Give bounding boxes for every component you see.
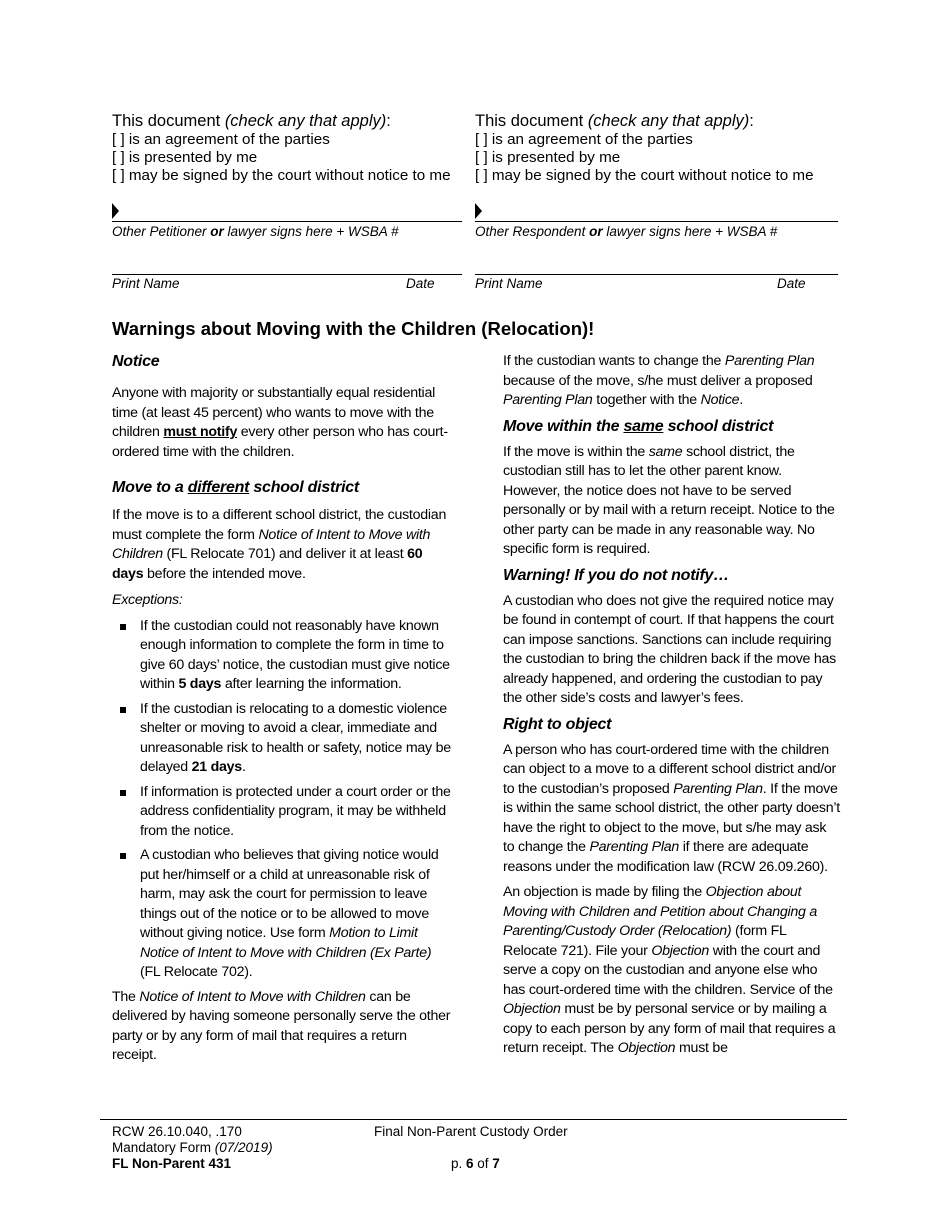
bullet-square-icon bbox=[120, 707, 126, 713]
bullet-square-icon bbox=[120, 624, 126, 630]
footer-mandatory: Mandatory Form (07/2019) bbox=[112, 1140, 273, 1155]
footer-rcw: RCW 26.10.040, .170 bbox=[112, 1124, 242, 1139]
objection-paragraph: An objection is made by filing the Objection about Moving with Children and Petition about Changing a Parenting/Custody Order (Relocation) (form FL Relocate 721). File your Objection with the court and serve a copy on the custodian and anyone else who has court-ordered time with the children. Service of the Objection must be by personal service or by mailing a copy to each person by any form of mail that requires a return receipt. The Objection must be bbox=[503, 884, 836, 1056]
same-district-heading: Move within the same school district bbox=[503, 417, 774, 435]
list-item: If the custodian could not reasonably have known enough information to complete the form in time to give 60 days’ notice, the custodian must give notice within 5 days after learning the information. bbox=[112, 617, 452, 695]
warnings-title: Warnings about Moving with the Children (Relocation)! bbox=[112, 318, 595, 339]
notice-heading: Notice bbox=[112, 353, 160, 370]
print-name-label: Print Name bbox=[112, 276, 180, 291]
footer-doc-title: Final Non-Parent Custody Order bbox=[374, 1124, 568, 1139]
check-option-agreement[interactable]: [ ] is an agreement of the parties bbox=[112, 131, 330, 148]
signature-block-left bbox=[112, 111, 462, 291]
signature-line[interactable] bbox=[475, 221, 838, 222]
check-option-no-notice[interactable]: [ ] may be signed by the court without notice to me bbox=[475, 167, 814, 184]
sign-here-arrow-icon bbox=[475, 203, 482, 219]
signature-label: Other Respondent or lawyer signs here + WSBA # bbox=[475, 224, 778, 239]
footer-form-id: FL Non-Parent 431 bbox=[112, 1156, 232, 1171]
warning-paragraph: A custodian who does not give the required notice may be found in contempt of court. If that happens the court can impose sanctions. Sanctions can include requiring the custodian to bring the children back if the move has already happened, and ordering the custodian to pay the other side’s costs and lawyer’s fees. bbox=[503, 592, 837, 706]
different-district-paragraph: If the move is to a different school district, the custodian must complete the form Notice of Intent to Move with Children (FL Relocate 701) and deliver it at least 60 days before the intended move. bbox=[112, 507, 447, 582]
footer-page-number: p. 6 of 7 bbox=[451, 1156, 500, 1171]
parenting-plan-paragraph: If the custodian wants to change the Parenting Plan because of the move, s/he must deliver a proposed Parenting Plan together with the Notice. bbox=[503, 353, 815, 408]
footer-left bbox=[112, 1124, 273, 1172]
sign-here-arrow-icon bbox=[112, 203, 119, 219]
right-to-object-heading: Right to object bbox=[503, 715, 612, 733]
date-label: Date bbox=[406, 276, 435, 291]
signature-label: Other Petitioner or lawyer signs here + WSBA # bbox=[112, 224, 399, 239]
check-option-presented[interactable]: [ ] is presented by me bbox=[475, 149, 621, 166]
doc-check-heading: This document (check any that apply): bbox=[112, 112, 391, 130]
list-item: If the custodian is relocating to a domestic violence shelter or moving to avoid a clear, immediate and unreasonable risk to health or safety, notice may be delayed 21 days. bbox=[112, 700, 452, 778]
list-item: If information is protected under a court order or the address confidentiality program, it may be withheld from the notice. bbox=[112, 783, 452, 842]
signature-block-right bbox=[475, 111, 839, 291]
bullet-square-icon bbox=[120, 853, 126, 859]
footer-divider bbox=[100, 1119, 847, 1120]
signature-line[interactable] bbox=[112, 221, 462, 222]
different-district-heading: Move to a different school district bbox=[112, 479, 359, 496]
delivery-paragraph: The Notice of Intent to Move with Children can be delivered by having someone personally serve the other party or by any form of mail that requires a return receipt. bbox=[112, 988, 451, 1063]
warnings-left-column bbox=[112, 352, 452, 1066]
check-option-presented[interactable]: [ ] is presented by me bbox=[112, 149, 258, 166]
bullet-square-icon bbox=[120, 790, 126, 796]
date-label: Date bbox=[777, 276, 806, 291]
exceptions-label: Exceptions: bbox=[112, 592, 183, 608]
list-item: A custodian who believes that giving notice would put her/himself or a child at unreasonable risk of harm, may ask the court for permission to leave things out of the notice or to be allowed to move without giving notice. Use form Motion to Limit Notice of Intent to Move with Children (Ex Parte) (FL Relocate 702). bbox=[112, 846, 452, 983]
warning-heading: Warning! If you do not notify… bbox=[503, 566, 729, 584]
exceptions-list bbox=[112, 617, 452, 983]
warnings-right-column bbox=[503, 352, 841, 1059]
same-district-paragraph: If the move is within the same school district, the custodian still has to let the other parent know. However, the notice does not have to be served personally or by mail with a return receipt. Notice to the other party can be made in any reasonable way. No specific form is required. bbox=[503, 443, 835, 557]
check-option-no-notice[interactable]: [ ] may be signed by the court without notice to me bbox=[112, 167, 451, 184]
print-name-label: Print Name bbox=[475, 276, 543, 291]
right-to-object-paragraph: A person who has court-ordered time with the children can object to a move to a different school district and/or to the custodian’s proposed Parenting Plan. If the move is within the same school district, the other party doesn’t have the right to object to the move, but s/he may ask to change the Parenting Plan if there are adequate reasons under the modification law (RCW 26.09.260). bbox=[503, 741, 840, 875]
check-option-agreement[interactable]: [ ] is an agreement of the parties bbox=[475, 131, 693, 148]
notice-paragraph: Anyone with majority or substantially equal residential time (at least 45 percent) who wants to move with the children must notify every other person who has court-ordered time with the children. bbox=[112, 385, 448, 460]
doc-check-heading: This document (check any that apply): bbox=[475, 112, 754, 130]
